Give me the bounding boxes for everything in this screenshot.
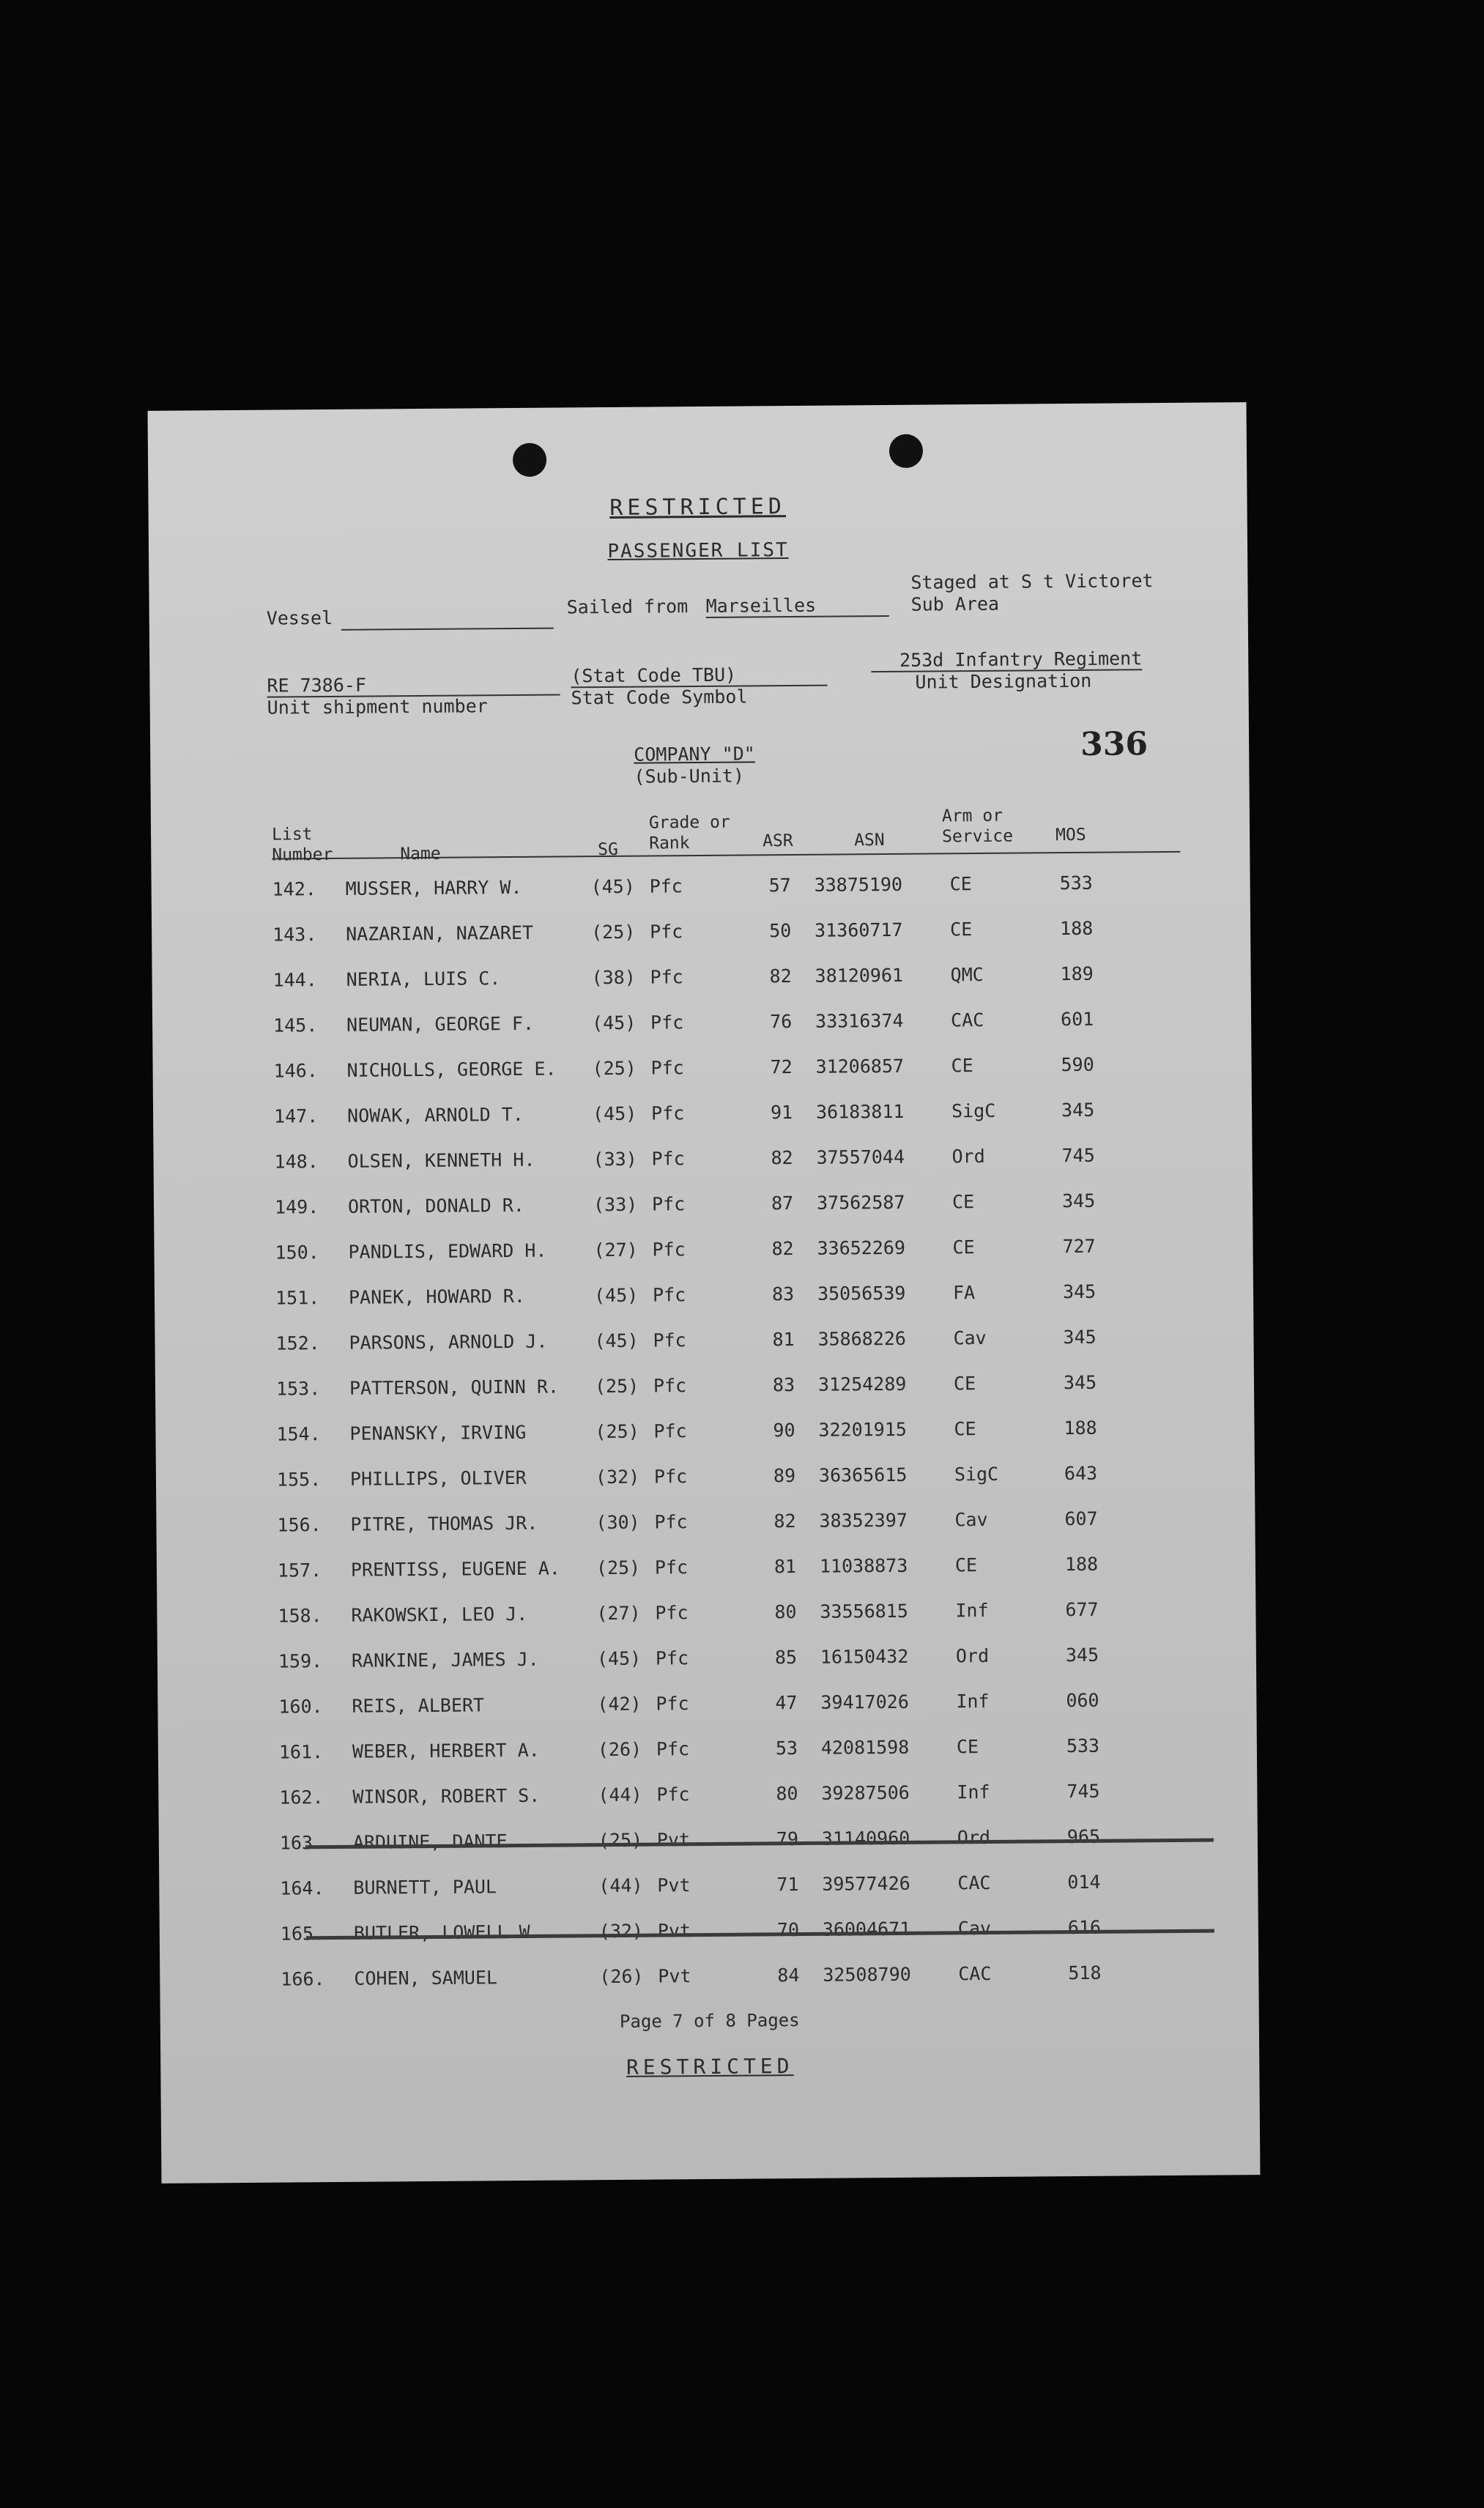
sg-value: (25) xyxy=(594,1375,639,1398)
sg-value: (26) xyxy=(597,1738,642,1761)
list-number: 151. xyxy=(275,1287,320,1309)
asr-value: 47 xyxy=(775,1692,798,1714)
sg-value: (25) xyxy=(596,1557,641,1579)
mos-value: 745 xyxy=(1061,1144,1095,1167)
sg-value: (45) xyxy=(592,1102,637,1125)
list-number: 143. xyxy=(272,924,317,946)
asn-value: 39417026 xyxy=(820,1691,909,1713)
arm-service-value: CE xyxy=(949,919,973,940)
sg-value: (45) xyxy=(594,1329,639,1352)
list-number: 158. xyxy=(278,1605,322,1627)
asr-value: 81 xyxy=(772,1329,795,1351)
list-number: 144. xyxy=(272,969,317,991)
table-row xyxy=(152,871,1250,909)
passenger-name: ORTON, DONALD R. xyxy=(347,1194,524,1217)
unit-shipment-label: Unit shipment number xyxy=(267,695,488,719)
mos-value: 643 xyxy=(1064,1462,1098,1485)
unit-designation-field: 253d Infantry Regiment xyxy=(871,648,1142,672)
asr-value: 53 xyxy=(775,1737,798,1759)
sg-value: (33) xyxy=(593,1148,637,1170)
rank-value: Pfc xyxy=(650,1012,684,1034)
arm-service-value: CE xyxy=(956,1736,979,1758)
asn-value: 31206857 xyxy=(815,1055,905,1077)
mos-value: 518 xyxy=(1068,1962,1102,1984)
col-asr: ASR xyxy=(763,831,793,851)
asr-value: 57 xyxy=(768,875,791,897)
mos-value: 533 xyxy=(1066,1735,1100,1757)
company-name: COMPANY "D" xyxy=(634,743,755,765)
list-number: 160. xyxy=(278,1696,323,1718)
mos-value: 965 xyxy=(1066,1825,1101,1848)
asn-value: 33875190 xyxy=(814,873,903,896)
passenger-name: RAKOWSKI, LEO J. xyxy=(351,1603,528,1626)
asr-value: 50 xyxy=(769,920,792,942)
table-row xyxy=(157,1688,1256,1726)
table-row xyxy=(158,1734,1257,1772)
table-row xyxy=(155,1370,1254,1409)
arm-service-value: CE xyxy=(953,1373,976,1395)
sailed-from-label: Sailed from xyxy=(566,596,689,618)
asr-value: 83 xyxy=(772,1374,795,1396)
mos-value: 677 xyxy=(1065,1598,1099,1621)
mos-value: 345 xyxy=(1062,1280,1097,1303)
col-grade: Grade or Rank xyxy=(648,812,730,853)
rank-value: Pfc xyxy=(653,1375,687,1397)
rank-value: Pfc xyxy=(653,1466,688,1488)
rank-value: Pfc xyxy=(655,1647,689,1669)
asr-value: 82 xyxy=(773,1510,796,1532)
rank-value: Pvt xyxy=(656,1829,691,1851)
table-row xyxy=(157,1598,1255,1636)
asn-value: 39577426 xyxy=(822,1872,910,1895)
rank-value: Pfc xyxy=(652,1284,686,1306)
rank-value: Pvt xyxy=(657,1874,691,1896)
arm-service-value: Cav xyxy=(954,1508,988,1531)
rank-value: Pfc xyxy=(650,921,683,943)
asr-value: 79 xyxy=(776,1828,799,1850)
mos-value: 727 xyxy=(1062,1235,1096,1258)
asr-value: 83 xyxy=(771,1283,795,1305)
arm-service-value: CE xyxy=(951,1191,975,1213)
list-number: 162. xyxy=(279,1787,324,1808)
passenger-name: PANDLIS, EDWARD H. xyxy=(348,1239,547,1263)
passenger-list-page xyxy=(148,402,1261,2184)
page-stamp-number: 336 xyxy=(1080,725,1149,763)
arm-service-value: CAC xyxy=(958,1962,992,1985)
passenger-name: BUTLER, LOWELL W. xyxy=(353,1921,541,1944)
list-number: 157. xyxy=(277,1559,322,1581)
asn-value: 11038873 xyxy=(819,1554,908,1577)
arm-service-value: Inf xyxy=(956,1690,990,1713)
table-row xyxy=(156,1461,1255,1499)
table-row xyxy=(159,1825,1258,1863)
sg-value: (44) xyxy=(598,1784,642,1806)
asr-value: 91 xyxy=(770,1102,793,1124)
passenger-name: ARDUINE, DANTE xyxy=(352,1830,508,1853)
sg-value: (26) xyxy=(599,1965,644,1988)
arm-service-value: CE xyxy=(949,873,972,895)
mos-value: 533 xyxy=(1059,872,1093,894)
classification-header: RESTRICTED xyxy=(609,494,787,521)
list-number: 148. xyxy=(274,1151,319,1173)
rank-value: Pfc xyxy=(653,1420,687,1442)
mos-value: 188 xyxy=(1059,917,1094,940)
list-number: 146. xyxy=(273,1060,318,1082)
arm-service-value: Ord xyxy=(957,1826,991,1849)
table-row xyxy=(152,916,1250,954)
sg-value: (25) xyxy=(595,1420,639,1443)
arm-service-value: Ord xyxy=(951,1145,985,1168)
rank-value: Pfc xyxy=(650,966,683,988)
col-list-number: List Number xyxy=(271,825,333,865)
list-number: 163. xyxy=(279,1832,324,1854)
sg-value: (25) xyxy=(598,1829,643,1852)
mos-value: 345 xyxy=(1061,1099,1095,1121)
rank-value: Pfc xyxy=(650,1057,684,1079)
rank-value: Pfc xyxy=(651,1193,686,1215)
passenger-name: PARSONS, ARNOLD J. xyxy=(349,1330,548,1354)
rank-value: Pfc xyxy=(650,1102,685,1124)
asr-value: 85 xyxy=(774,1647,798,1669)
asn-value: 31140960 xyxy=(821,1827,910,1850)
rank-value: Pfc xyxy=(656,1693,689,1715)
asn-value: 32508790 xyxy=(823,1963,911,1986)
list-number: 142. xyxy=(272,878,316,900)
rank-value: Pfc xyxy=(655,1602,689,1624)
asn-value: 33652269 xyxy=(817,1236,906,1259)
passenger-name: NERIA, LUIS C. xyxy=(346,968,501,990)
passenger-name: COHEN, SAMUEL xyxy=(354,1967,498,1989)
list-number: 147. xyxy=(273,1105,319,1127)
table-row xyxy=(153,1143,1252,1181)
table-row xyxy=(155,1416,1254,1454)
mos-value: 014 xyxy=(1067,1871,1101,1893)
list-number: 156. xyxy=(277,1514,322,1536)
table-row xyxy=(153,1098,1252,1136)
passenger-name: BURNETT, PAUL xyxy=(353,1876,497,1899)
mos-value: 601 xyxy=(1060,1008,1094,1031)
arm-service-value: QMC xyxy=(950,963,984,986)
sg-value: (32) xyxy=(595,1466,640,1488)
unit-designation-label: Unit Designation xyxy=(915,669,1092,693)
asn-value: 31360717 xyxy=(815,919,903,941)
asn-value: 35056539 xyxy=(817,1282,906,1305)
table-row xyxy=(154,1234,1253,1272)
list-number: 149. xyxy=(274,1196,319,1218)
list-number: 153. xyxy=(275,1378,321,1400)
arm-service-value: CAC xyxy=(957,1871,991,1894)
mos-value: 616 xyxy=(1067,1916,1102,1939)
sg-value: (27) xyxy=(596,1602,641,1625)
table-row xyxy=(158,1779,1257,1817)
asr-value: 90 xyxy=(773,1420,795,1442)
table-row xyxy=(160,1915,1258,1954)
table-row xyxy=(156,1507,1255,1545)
table-row xyxy=(157,1552,1255,1590)
asr-value: 72 xyxy=(770,1056,793,1078)
table-row xyxy=(152,1007,1251,1045)
passenger-name: WEBER, HERBERT A. xyxy=(352,1739,540,1762)
mos-value: 745 xyxy=(1066,1780,1100,1803)
asr-value: 70 xyxy=(776,1919,800,1941)
asr-value: 87 xyxy=(771,1192,794,1214)
rank-value: Pfc xyxy=(654,1511,688,1533)
rank-value: Pfc xyxy=(649,875,683,897)
arm-service-value: SigC xyxy=(951,1099,996,1122)
station-code-label: Stat Code Symbol xyxy=(571,686,748,709)
asn-value: 38120961 xyxy=(815,964,904,987)
vessel-label: Vessel xyxy=(266,606,333,629)
asr-value: 81 xyxy=(773,1556,797,1578)
arm-service-value: Inf xyxy=(955,1599,989,1622)
asr-value: 76 xyxy=(769,1011,793,1033)
unit-shipment-number: RE 7386-F xyxy=(267,673,560,698)
asn-value: 37562587 xyxy=(816,1191,905,1214)
asn-value: 37557044 xyxy=(816,1146,905,1168)
rank-value: Pfc xyxy=(653,1329,686,1351)
asn-value: 32201915 xyxy=(818,1418,908,1441)
table-row xyxy=(160,1961,1258,1999)
col-arm-service: Arm or Service xyxy=(941,806,1014,847)
sg-value: (38) xyxy=(591,966,636,989)
mos-value: 590 xyxy=(1061,1053,1094,1076)
mos-value: 345 xyxy=(1063,1371,1097,1394)
rank-value: Pfc xyxy=(656,1738,690,1760)
passenger-name: PRENTISS, EUGENE A. xyxy=(350,1557,561,1581)
sg-value: (27) xyxy=(593,1239,638,1261)
passenger-name: NICHOLLS, GEORGE E. xyxy=(346,1058,557,1081)
table-row xyxy=(155,1280,1253,1318)
col-sg: SG xyxy=(598,839,619,860)
asr-value: 71 xyxy=(776,1874,799,1896)
passenger-name: PITRE, THOMAS JR. xyxy=(350,1512,538,1535)
arm-service-value: CAC xyxy=(950,1009,984,1031)
sg-value: (45) xyxy=(590,875,635,898)
list-number: 159. xyxy=(278,1650,323,1672)
asn-value: 36365615 xyxy=(818,1463,908,1486)
asr-value: 80 xyxy=(776,1783,798,1805)
punch-hole xyxy=(889,434,923,468)
sg-value: (42) xyxy=(597,1693,642,1715)
arm-service-value: CE xyxy=(954,1554,978,1576)
asr-value: 84 xyxy=(777,1965,800,1986)
sg-value: (25) xyxy=(591,921,636,943)
asr-value: 82 xyxy=(771,1238,794,1260)
sg-value: (32) xyxy=(598,1920,644,1943)
passenger-name: OLSEN, KENNETH H. xyxy=(347,1149,535,1172)
list-number: 166. xyxy=(281,1968,325,1990)
arm-service-value: Cav xyxy=(957,1917,992,1940)
rank-value: Pvt xyxy=(658,1965,691,1987)
list-number: 145. xyxy=(273,1014,318,1036)
mos-value: 607 xyxy=(1064,1507,1098,1530)
passenger-name: NOWAK, ARNOLD T. xyxy=(346,1103,524,1127)
asr-value: 82 xyxy=(771,1147,793,1169)
arm-service-value: Ord xyxy=(955,1644,990,1667)
asr-value: 89 xyxy=(773,1465,796,1487)
list-number: 165. xyxy=(280,1923,325,1945)
sub-unit-label: (Sub-Unit) xyxy=(634,765,745,787)
table-row xyxy=(154,1189,1253,1227)
asn-value: 39287506 xyxy=(821,1781,910,1804)
sg-value: (30) xyxy=(596,1511,640,1534)
passenger-name: RANKINE, JAMES J. xyxy=(351,1648,539,1672)
arm-service-value: Inf xyxy=(957,1781,990,1803)
rank-value: Pfc xyxy=(654,1557,689,1578)
sg-value: (33) xyxy=(593,1193,638,1216)
passenger-name: NAZARIAN, NAZARET xyxy=(346,921,534,945)
mos-value: 188 xyxy=(1064,1553,1099,1576)
list-number: 155. xyxy=(276,1469,322,1491)
rank-value: Pfc xyxy=(651,1148,685,1170)
mos-value: 060 xyxy=(1066,1689,1099,1712)
arm-service-value: CE xyxy=(951,1055,973,1077)
asn-value: 35868226 xyxy=(817,1327,907,1350)
sg-value: (44) xyxy=(598,1874,643,1897)
arm-service-value: SigC xyxy=(954,1463,999,1485)
list-number: 161. xyxy=(278,1741,324,1763)
asn-value: 42081598 xyxy=(820,1736,910,1759)
sg-value: (45) xyxy=(593,1284,639,1307)
table-row xyxy=(157,1643,1256,1681)
mos-value: 345 xyxy=(1061,1190,1096,1212)
sg-value: (45) xyxy=(596,1647,642,1670)
col-asn: ASN xyxy=(854,831,885,850)
table-row xyxy=(159,1870,1258,1908)
rank-value: Pfc xyxy=(652,1239,686,1261)
list-number: 164. xyxy=(280,1877,324,1899)
passenger-name: MUSSER, HARRY W. xyxy=(345,876,522,899)
mos-value: 345 xyxy=(1063,1326,1097,1348)
list-number: 152. xyxy=(275,1332,320,1354)
table-row xyxy=(152,962,1251,1000)
punch-hole xyxy=(513,443,546,477)
table-row xyxy=(152,1053,1251,1091)
classification-footer: RESTRICTED xyxy=(626,2054,794,2080)
list-number: 154. xyxy=(276,1423,321,1445)
arm-service-value: FA xyxy=(952,1282,976,1304)
passenger-name: REIS, ALBERT xyxy=(352,1694,485,1717)
mos-value: 189 xyxy=(1060,962,1094,985)
asr-value: 80 xyxy=(774,1601,797,1623)
passenger-name: PENANSKY, IRVING xyxy=(349,1421,527,1444)
asn-value: 16150432 xyxy=(820,1645,909,1668)
asn-value: 36004671 xyxy=(822,1918,911,1940)
staged-label: Staged at S t Victoret xyxy=(910,570,1154,593)
asn-value: 36183811 xyxy=(815,1100,905,1123)
list-title: PASSENGER LIST xyxy=(607,539,789,563)
asn-value: 31254289 xyxy=(817,1373,907,1395)
mos-value: 188 xyxy=(1064,1417,1097,1439)
passenger-name: PANEK, HOWARD R. xyxy=(348,1285,525,1308)
sailed-from-field: Marseilles xyxy=(706,594,889,618)
passenger-name: PHILLIPS, OLIVER xyxy=(349,1466,527,1490)
col-mos: MOS xyxy=(1056,825,1086,845)
sg-value: (25) xyxy=(592,1057,637,1080)
arm-service-value: CE xyxy=(952,1236,975,1258)
station-code-field: (Stat Code TBU) xyxy=(571,664,827,689)
page-count: Page 7 of 8 Pages xyxy=(619,2010,800,2032)
mos-value: 345 xyxy=(1065,1644,1099,1666)
asr-value: 82 xyxy=(769,965,792,987)
rank-value: Pvt xyxy=(657,1920,691,1942)
passenger-name: PATTERSON, QUINN R. xyxy=(349,1376,560,1399)
vessel-field xyxy=(341,606,554,631)
sg-value: (45) xyxy=(591,1012,637,1034)
arm-service-value: Cav xyxy=(953,1327,987,1349)
asn-value: 38352397 xyxy=(819,1509,908,1532)
passenger-name: WINSOR, ROBERT S. xyxy=(352,1784,541,1808)
rank-value: Pfc xyxy=(656,1784,690,1806)
col-name: Name xyxy=(400,844,441,864)
asn-value: 33316374 xyxy=(815,1009,904,1032)
table-row xyxy=(155,1325,1253,1363)
sub-area-label: Sub Area xyxy=(910,593,1000,615)
list-number: 150. xyxy=(275,1242,319,1264)
asn-value: 33556815 xyxy=(820,1600,908,1622)
passenger-name: NEUMAN, GEORGE F. xyxy=(346,1012,535,1036)
arm-service-value: CE xyxy=(954,1418,976,1440)
